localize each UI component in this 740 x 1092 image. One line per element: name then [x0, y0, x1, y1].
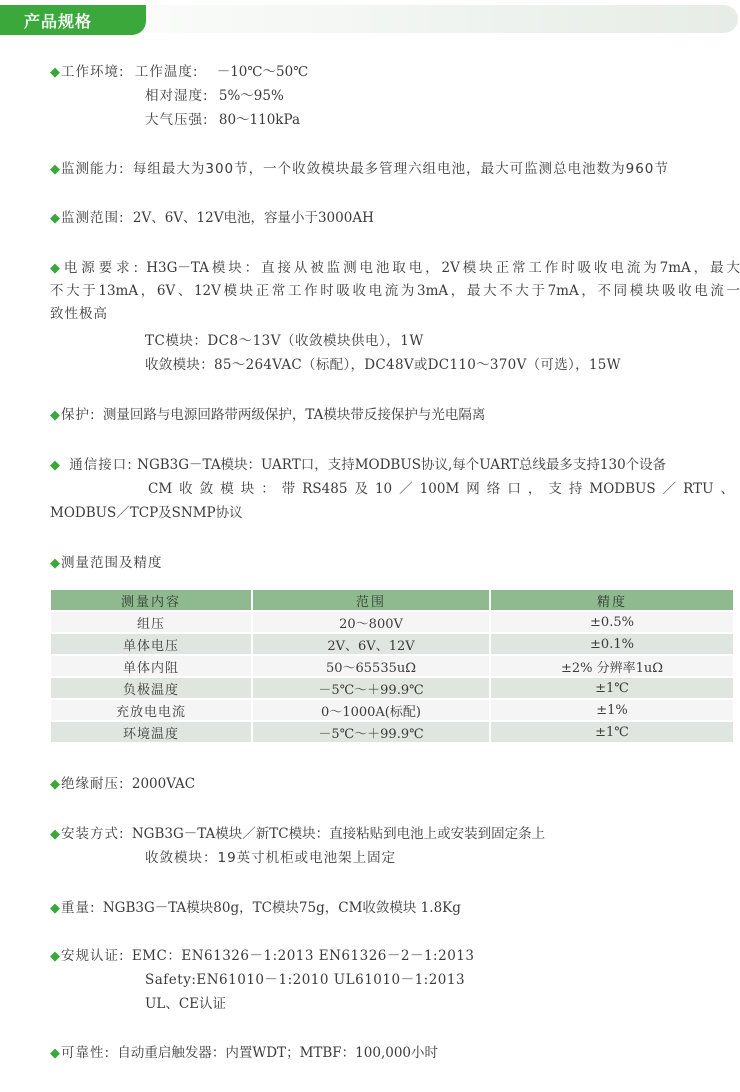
bullet-diamond-icon: ◆ [50, 458, 60, 473]
table-cell: 负极温度 [51, 678, 251, 698]
bullet-diamond-icon: ◆ [50, 408, 60, 423]
install-row1 [50, 824, 545, 845]
table-header-cell: 范围 [253, 590, 489, 610]
table-cell: ±1% [491, 700, 733, 720]
table-row [51, 700, 733, 720]
bullet-diamond-icon: ◆ [50, 211, 60, 226]
weight-row [50, 898, 461, 919]
env-pressure-label: 大气压强: [145, 112, 209, 128]
bullet-diamond-icon: ◆ [50, 556, 60, 571]
protection-text: 测量回路与电源回路带两级保护，TA模块带反接保护与光电隔离 [102, 407, 486, 423]
table-row [51, 656, 733, 676]
env-humidity-label: 相对湿度: [145, 88, 209, 104]
env-row-temp [50, 62, 308, 83]
power-tc-row: TC模块：DC8～13V（收敛模块供电），1W [145, 333, 424, 349]
protection-label: 保护: [61, 407, 96, 423]
table-header-cell: 精度 [491, 590, 733, 610]
cert-row1 [50, 946, 474, 967]
monitor-capacity-label: 监测能力: [61, 161, 125, 177]
bullet-diamond-icon: ◆ [50, 901, 60, 916]
power-line1 [50, 257, 740, 280]
monitor-range-label: 监测范围: [61, 210, 125, 226]
table-row [51, 722, 733, 742]
cert-line1: EMC：EN61326－1:2013 EN61326－2－1:2013 [131, 948, 475, 964]
comm-line3: MODBUS／TCP及SNMP协议 [50, 505, 243, 521]
bullet-diamond-icon: ◆ [50, 65, 60, 80]
table-cell: 单体内阻 [51, 656, 251, 676]
reliability-text: 自动重启触发器：内置WDT；MTBF：100,000小时 [117, 1045, 439, 1061]
install-label: 安装方式: [61, 826, 125, 842]
comm-label: 通信接口: [69, 457, 133, 473]
bullet-diamond-icon: ◆ [50, 777, 60, 792]
protection-row [50, 405, 485, 426]
env-temp-value: －10℃～50℃ [216, 64, 309, 80]
weight-text: NGB3G－TA模块80g，TC模块75g，CM收敛模块 1.8Kg [102, 900, 461, 916]
reliability-label: 可靠性: [61, 1045, 111, 1061]
monitor-capacity-text: 每组最大为300节，一个收敛模块最多管理六组电池，最大可监测总电池数为960节 [132, 161, 669, 177]
bullet-diamond-icon: ◆ [50, 949, 60, 964]
table-cell: －5℃～＋99.9℃ [253, 722, 489, 742]
table-header-row [51, 590, 733, 610]
table-cell: ±0.5% [491, 612, 733, 632]
measure-heading [50, 553, 163, 574]
table-cell: ±1℃ [491, 722, 733, 742]
table-cell: ±1℃ [491, 678, 733, 698]
insulation-label: 绝缘耐压: [61, 776, 125, 792]
bullet-diamond-icon: ◆ [50, 1046, 60, 1061]
env-pressure-value: 80～110kPa [218, 112, 301, 128]
power-line3: 致性极高 [50, 306, 108, 322]
section-title: 产品规格 [24, 12, 93, 31]
measure-table [49, 588, 735, 744]
table-cell: 2V、6V、12V [253, 634, 489, 654]
table-row [51, 634, 733, 654]
table-header-cell: 测量内容 [51, 590, 251, 610]
table-cell: 组压 [51, 612, 251, 632]
install-line2: 收敛模块：19英寸机柜或电池架上固定 [145, 850, 397, 866]
table-cell: －5℃～＋99.9℃ [253, 678, 489, 698]
table-row [51, 612, 733, 632]
table-cell: ±2% 分辨率1uΩ [491, 656, 733, 676]
table-cell: 50～65535uΩ [253, 656, 489, 676]
env-label: 工作环境: [61, 64, 125, 80]
comm-row2 [148, 479, 734, 499]
env-row-humidity [145, 86, 284, 106]
bullet-diamond-icon: ◆ [50, 162, 60, 177]
cert-label: 安规认证: [61, 948, 125, 964]
table-cell: ±0.1% [491, 634, 733, 654]
env-row-pressure [145, 110, 300, 130]
measure-label: 测量范围及精度 [61, 555, 163, 571]
comm-line2: CM收敛模块：带RS485及10／100M网络口，支持MODBUS／RTU、 [148, 481, 734, 497]
table-cell: 环境温度 [51, 722, 251, 742]
insulation-row [50, 774, 195, 795]
reliability-row [50, 1043, 438, 1064]
power-line1-text: H3G－TA模块：直接从被监测电池取电，2V模块正常工作时吸收电流为7mA，最大 [146, 260, 740, 276]
table-cell: 充放电电流 [51, 700, 251, 720]
comm-line1: NGB3G－TA模块：UART口，支持MODBUS协议,每个UART总线最多支持130个设备 [137, 457, 667, 473]
power-label: 电源要求: [63, 260, 140, 276]
monitor-range-text: 2V、6V、12V电池，容量小于3000AH [132, 210, 374, 226]
bullet-diamond-icon: ◆ [50, 261, 63, 276]
env-humidity-value: 5%～95% [218, 88, 284, 104]
comm-row1 [50, 455, 666, 476]
env-temp-label: 工作温度: [134, 64, 199, 80]
monitor-range-row [50, 208, 374, 229]
weight-label: 重量: [61, 900, 96, 916]
table-cell: 单体电压 [51, 634, 251, 654]
table-cell: 20～800V [253, 612, 489, 632]
power-block [50, 257, 740, 326]
monitor-capacity-row [50, 159, 669, 180]
insulation-text: 2000VAC [131, 776, 196, 792]
cert-line3: UL、CE认证 [145, 996, 227, 1012]
install-line1: NGB3G－TA模块／新TC模块：直接粘贴到电池上或安装到固定条上 [131, 826, 546, 842]
table-row [51, 678, 733, 698]
power-conv-row: 收敛模块：85～264VAC（标配），DC48V或DC110～370V（可选），15W [145, 357, 621, 373]
bullet-diamond-icon: ◆ [50, 827, 60, 842]
table-cell: 0～1000A(标配) [253, 700, 489, 720]
cert-line2: Safety:EN61010－1:2010 UL61010－1:2013 [145, 972, 466, 988]
power-line2: 不大于13mA，6V、12V模块正常工作时吸收电流为3mA，最大不大于7mA，不同模块吸收电流一 [50, 283, 740, 299]
